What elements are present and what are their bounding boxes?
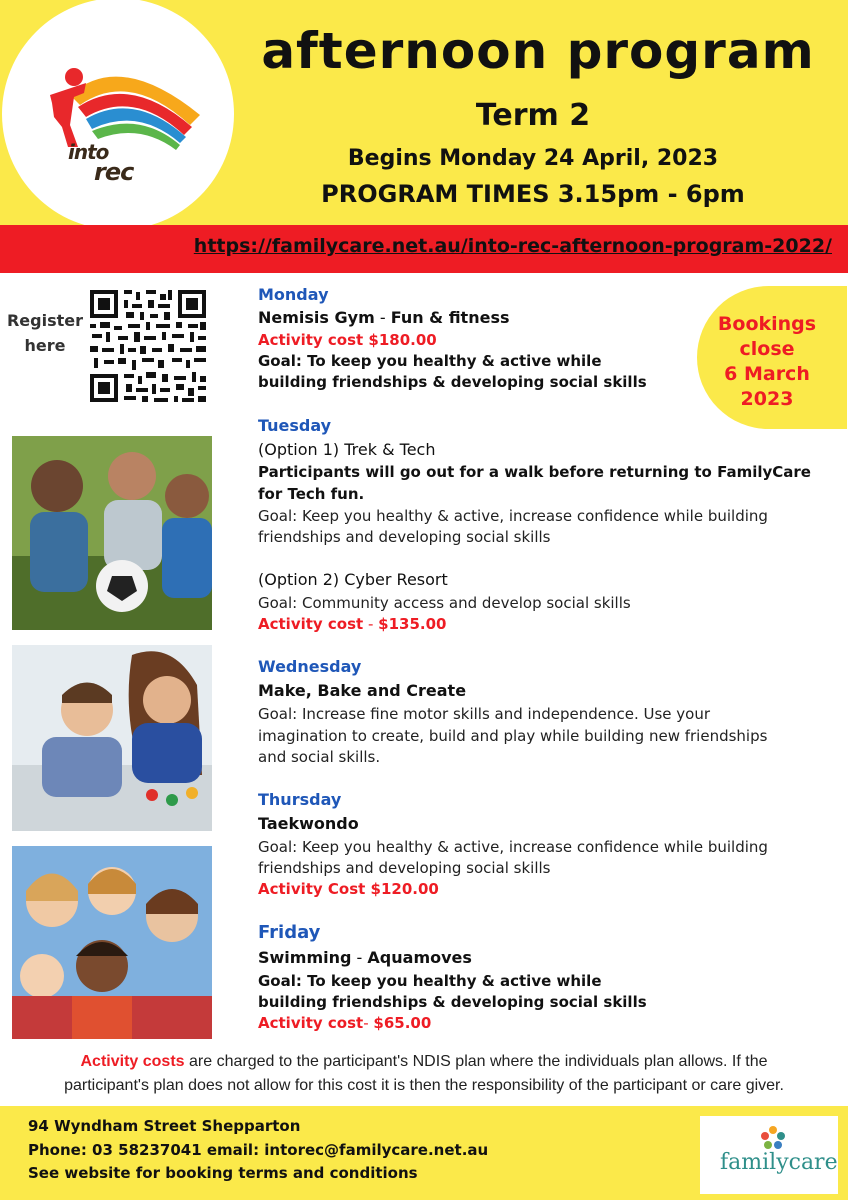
friday-goal-2: building friendships & developing social skills	[258, 993, 647, 1011]
program-url-link[interactable]: https://familycare.net.au/into-rec-afternoon-program-2022/	[193, 235, 832, 257]
qr-code-icon[interactable]	[88, 288, 208, 404]
footer-contact: Phone: 03 58237041 email: intorec@familycare.net.au	[28, 1141, 489, 1159]
friday-cost-value: $65.00	[373, 1014, 432, 1032]
familycare-logo	[700, 1116, 838, 1194]
bookings-line-2: close	[739, 338, 795, 360]
logo-into-text: into	[68, 140, 109, 164]
into-rec-logo-icon	[30, 55, 210, 165]
friday-activity-sep: -	[351, 948, 368, 967]
footer	[0, 1106, 848, 1200]
friday-activity-rest: Aquamoves	[367, 948, 472, 967]
bookings-badge	[697, 286, 847, 429]
tuesday-cost-prefix: Activity cost	[258, 615, 364, 633]
photo-child-playing	[12, 645, 212, 831]
footnote-highlight: Activity costs	[80, 1053, 185, 1070]
photo-boys-soccer	[12, 436, 212, 630]
tuesday-cost-value: $135.00	[378, 615, 447, 633]
tuesday-option2-prefix: (Option 2)	[258, 570, 345, 589]
tuesday-option1	[258, 440, 435, 459]
familycare-flower-icon	[756, 1122, 790, 1152]
register-label	[4, 308, 86, 358]
register-line-2: here	[24, 336, 66, 355]
thursday-activity: Taekwondo	[258, 814, 359, 833]
monday-goal-2: building friendships & developing social skills	[258, 373, 647, 391]
ndis-footnote	[20, 1050, 828, 1098]
header-banner	[0, 0, 848, 225]
tuesday-option1-desc-1: Participants will go out for a walk before returning to FamilyCare	[258, 463, 811, 481]
friday-activity	[258, 948, 472, 967]
wednesday-goal-2: imagination to create, build and play while building new friendships	[258, 727, 768, 745]
footer-terms: See website for booking terms and conditions	[28, 1164, 418, 1182]
wednesday-activity: Make, Bake and Create	[258, 681, 467, 700]
footnote-line-1-rest: are charged to the participant's NDIS plan where the individuals plan allows. If the	[184, 1053, 768, 1070]
tuesday-cost	[258, 615, 446, 633]
friday-cost-sep: -	[363, 1014, 374, 1032]
bookings-line-1: Bookings	[717, 313, 817, 335]
day-tuesday: Tuesday	[258, 416, 332, 435]
tuesday-option1-goal-2: friendships and developing social skills	[258, 528, 551, 546]
footer-address: 94 Wyndham Street Shepparton	[28, 1117, 301, 1135]
monday-activity	[258, 308, 510, 327]
bookings-line-4: 2023	[740, 388, 794, 410]
familycare-brand-text: familycare	[720, 1150, 838, 1175]
tuesday-option2-goal: Goal: Community access and develop social skills	[258, 594, 631, 612]
tuesday-option1-name: Trek & Tech	[344, 440, 436, 459]
monday-activity-name: Nemisis Gym	[258, 308, 375, 327]
program-times: PROGRAM TIMES 3.15pm - 6pm	[321, 180, 745, 208]
footnote-line-1	[20, 1050, 828, 1074]
friday-activity-name: Swimming	[258, 948, 352, 967]
tuesday-cost-sep: -	[363, 615, 379, 633]
register-line-1: Register	[6, 311, 84, 330]
tuesday-option1-goal-1: Goal: Keep you healthy & active, increase confidence while building	[258, 507, 768, 525]
monday-goal-1: Goal: To keep you healthy & active while	[258, 352, 602, 370]
wednesday-goal-3: and social skills.	[258, 748, 381, 766]
day-monday: Monday	[258, 285, 329, 304]
url-bar	[0, 225, 848, 273]
bookings-line-3: 6 March	[724, 363, 810, 385]
logo-rec-text: rec	[94, 158, 134, 186]
begins-date: Begins Monday 24 April, 2023	[347, 146, 719, 171]
day-wednesday: Wednesday	[258, 657, 362, 676]
tuesday-option1-desc-2: for Tech fun.	[258, 485, 365, 503]
day-friday: Friday	[258, 922, 321, 943]
photo-group-thumbs-up	[12, 846, 212, 1039]
wednesday-goal-1: Goal: Increase fine motor skills and independence. Use your	[258, 705, 711, 723]
page-title: afternoon program	[261, 22, 815, 80]
monday-cost: Activity cost $180.00	[258, 331, 437, 349]
monday-activity-sep: -	[374, 308, 391, 327]
tuesday-option2-name: Cyber Resort	[344, 570, 448, 589]
term-label: Term 2	[475, 98, 591, 133]
tuesday-option2	[258, 570, 448, 589]
tuesday-option1-prefix: (Option 1)	[258, 440, 345, 459]
footnote-line-2: participant's plan does not allow for this cost it is then the responsibility of the participant or care giver.	[64, 1077, 784, 1094]
thursday-cost: Activity Cost $120.00	[258, 880, 439, 898]
friday-cost	[258, 1014, 431, 1032]
friday-cost-prefix: Activity cost	[258, 1014, 364, 1032]
day-thursday: Thursday	[258, 790, 342, 809]
thursday-goal-2: friendships and developing social skills	[258, 859, 551, 877]
friday-goal-1: Goal: To keep you healthy & active while	[258, 972, 602, 990]
monday-activity-rest: Fun & fitness	[390, 308, 510, 327]
thursday-goal-1: Goal: Keep you healthy & active, increase confidence while building	[258, 838, 768, 856]
